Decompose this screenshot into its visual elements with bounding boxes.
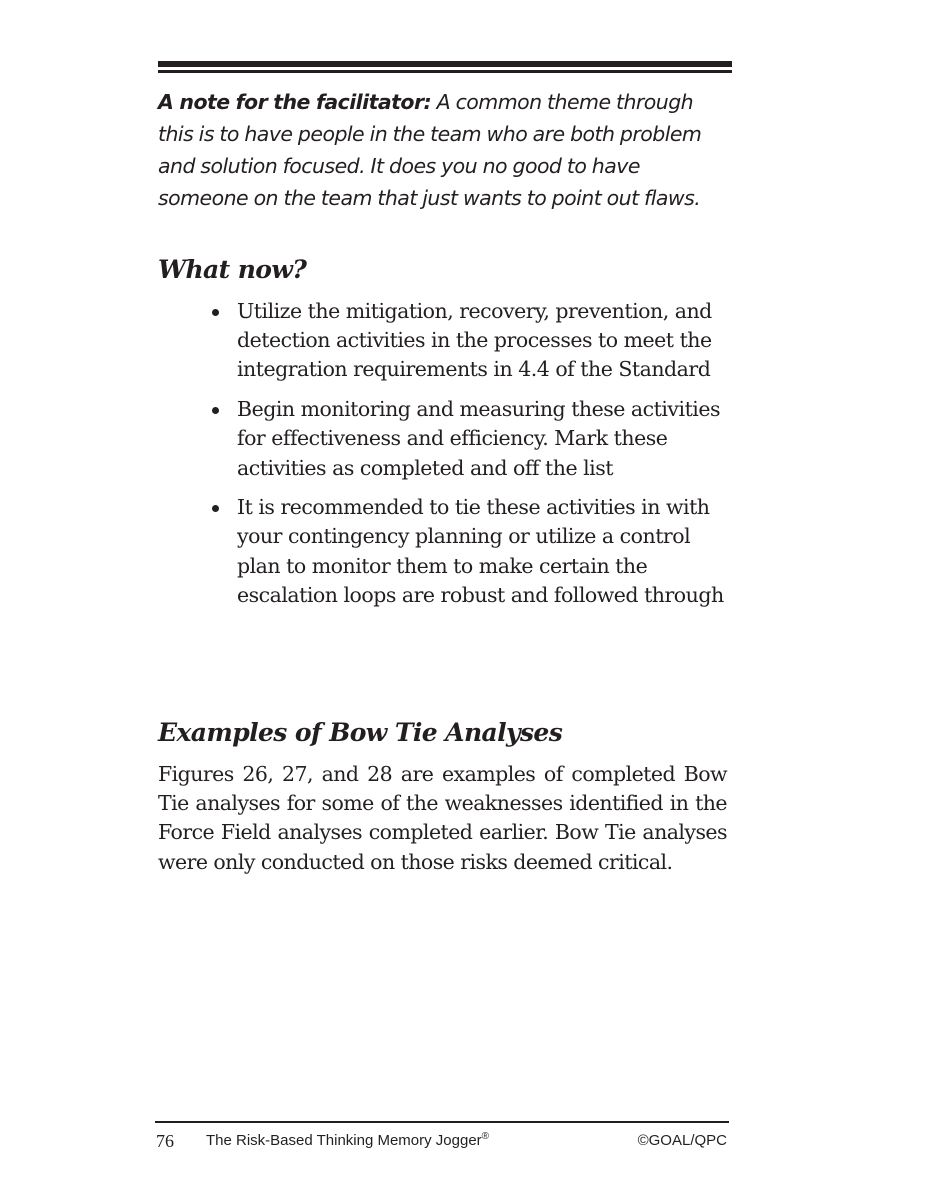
what-now-heading: What now? (158, 255, 307, 284)
bullet-dot-icon (212, 407, 219, 414)
bullet-dot-icon (212, 505, 219, 512)
list-item (208, 297, 728, 385)
top-rule-thick (158, 61, 732, 67)
book-title (206, 1129, 489, 1153)
footer-rule (155, 1121, 729, 1123)
examples-paragraph: Figures 26, 27, and 28 are examples of completed Bow Tie analyses for some of the weaknesses identified in the Force Field analyses completed earlier. Bow Tie analyses were only conducted on those risks deemed critical. (158, 762, 727, 874)
document-page (158, 0, 730, 1200)
page-footer (158, 1129, 727, 1153)
bullet-dot-icon (212, 309, 219, 316)
list-item-text: It is recommended to tie these activities in with your contingency planning or utilize a control plan to monitor them to make certain the escalation loops are robust and followed through (237, 495, 724, 607)
list-item-text: Utilize the mitigation, recovery, prevention, and detection activities in the processes to meet the integration requirements in 4.4 of the Standard (237, 299, 712, 382)
copyright-notice: ©GOAL/QPC (637, 1132, 727, 1149)
facilitator-note-text: A common theme through this is to have people in the team who are both problem and solution focused. It does you no good to have someone on the team that just wants to point out flaws. (158, 90, 702, 210)
top-rule-thin (158, 70, 732, 73)
examples-heading: Examples of Bow Tie Analyses (158, 718, 563, 747)
list-item (208, 493, 728, 610)
book-title-text: The Risk-Based Thinking Memory Jogger (206, 1132, 482, 1149)
registered-mark: ® (481, 1131, 490, 1142)
facilitator-note-lead: A note for the facilitator: (158, 90, 432, 114)
list-item (208, 395, 728, 483)
what-now-list (208, 297, 728, 621)
page-number: 76 (156, 1131, 174, 1151)
top-double-rule (158, 61, 732, 73)
list-item-text: Begin monitoring and measuring these activities for effectiveness and efficiency. Mark these activities as completed and off the list (237, 397, 721, 480)
facilitator-note (158, 86, 732, 214)
